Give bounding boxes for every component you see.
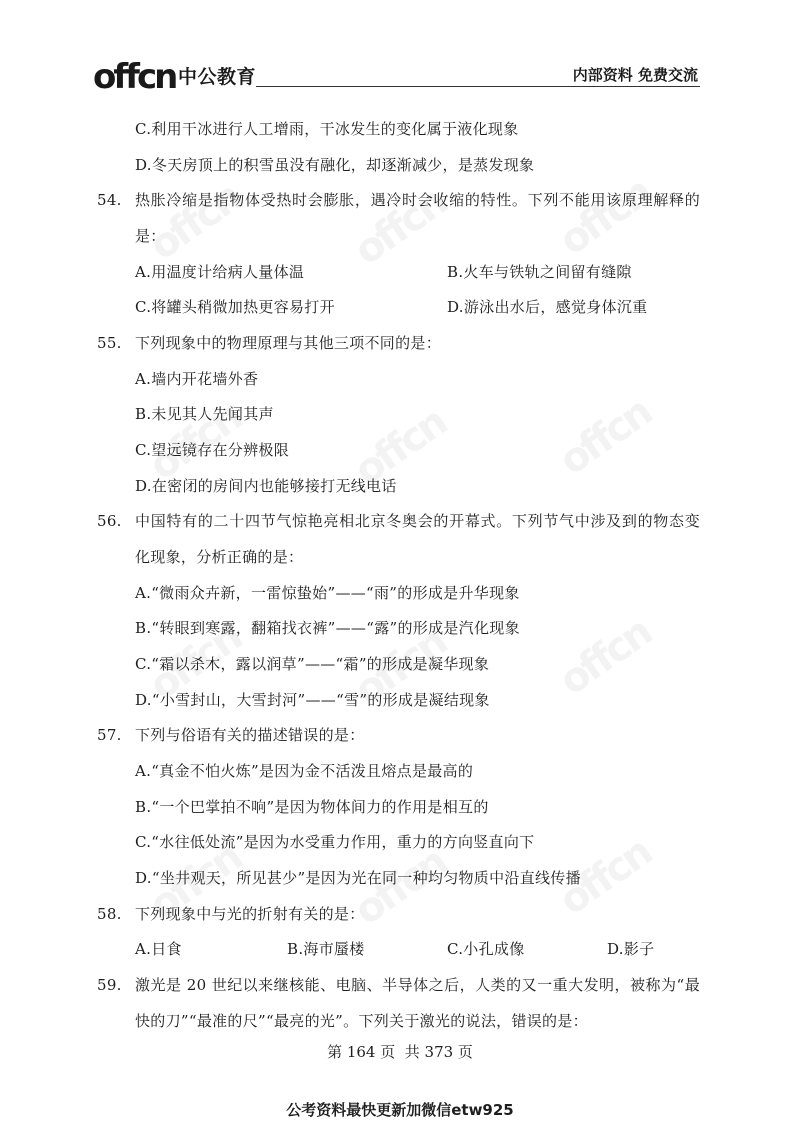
option-a: A.日食 (135, 940, 182, 959)
question-58 (97, 897, 700, 968)
question-55 (97, 326, 700, 504)
question-stem-line: 是： (135, 227, 166, 246)
option-c: C.利用干冰进行人工增雨，干冰发生的变化属于液化现象 (135, 120, 519, 138)
option-c: C.“水往低处流”是因为水受重力作用，重力的方向竖直向下 (135, 833, 535, 852)
option-b: B.未见其人先闻其声 (135, 405, 274, 424)
question-stem-line: 热胀冷缩是指物体受热时会膨胀，遇冷时会收缩的特性。下列不能用该原理解释的 (135, 191, 700, 210)
option-c: C.小孔成像 (447, 940, 525, 959)
page-number: 第 164 页 共 373 页 (327, 1043, 473, 1061)
footer-notice: 公考资料最快更新加微信etw925 (286, 1101, 514, 1119)
option-a: A.墙内开花墙外香 (135, 369, 259, 388)
option-b: B.“一个巴掌拍不响”是因为物体间力的作用是相互的 (135, 797, 489, 816)
question-stem-line: 快的刀”“最准的尺”“最亮的光”。下列关于激光的说法，错误的是： (135, 1011, 588, 1030)
option-d: D.游泳出水后，感觉身体沉重 (447, 298, 648, 317)
header-rule (256, 86, 700, 87)
question-number: 55. (97, 334, 122, 353)
question-stem-line: 激光是 20 世纪以来继核能、电脑、半导体之后，人类的又一重大发明，被称为“最 (135, 976, 700, 995)
question-stem-line: 下列与俗语有关的描述错误的是： (135, 726, 365, 745)
option-d: D.在密闭的房间内也能够接打无线电话 (135, 476, 397, 495)
question-stem-line: 中国特有的二十四节气惊艳亮相北京冬奥会的开幕式。下列节气中涉及到的物态变 (135, 512, 700, 531)
brand-logo: offcn (93, 57, 176, 97)
option-c: C.望远镜存在分辨极限 (135, 441, 290, 460)
option-d: D.“小雪封山，大雪封河”——“雪”的形成是凝结现象 (135, 690, 490, 709)
option-c: C.“霜以杀木，露以润草”——“霜”的形成是凝华现象 (135, 655, 490, 674)
question-56 (97, 504, 700, 718)
question-number: 59. (97, 976, 122, 995)
option-a: A.“微雨众卉新，一雷惊蛰始”——“雨”的形成是升华现象 (135, 583, 520, 602)
option-d: D.影子 (607, 940, 655, 959)
option-b: B.海市蜃楼 (287, 940, 365, 959)
header-tagline: 内部资料 免费交流 (572, 66, 698, 84)
option-b: B.火车与铁轨之间留有缝隙 (447, 262, 632, 281)
option-d: D.“坐井观天，所见甚少”是因为光在同一种均匀物质中沿直线传播 (135, 869, 581, 888)
question-number: 56. (97, 512, 122, 531)
option-a: A.用温度计给病人量体温 (135, 262, 305, 281)
question-59 (97, 968, 700, 1039)
question-number: 54. (97, 191, 122, 210)
question-57 (97, 718, 700, 896)
brand-name: 中公教育 (178, 66, 257, 88)
page-content (97, 112, 700, 1039)
question-stem-line: 化现象，分析正确的是： (135, 548, 304, 567)
option-d: D.冬天房顶上的积雪虽没有融化，却逐渐减少，是蒸发现象 (135, 155, 535, 174)
option-c: C.将罐头稍微加热更容易打开 (135, 298, 335, 317)
option-a: A.“真金不怕火炼”是因为金不活泼且熔点是最高的 (135, 762, 474, 781)
question-stem-line: 下列现象中与光的折射有关的是： (135, 904, 365, 923)
question-stem-line: 下列现象中的物理原理与其他三项不同的是： (135, 334, 442, 353)
option-b: B.“转眼到寒露，翻箱找衣裤”——“露”的形成是汽化现象 (135, 619, 520, 638)
question-number: 57. (97, 726, 122, 745)
question-number: 58. (97, 904, 122, 923)
question-54 (97, 183, 700, 326)
